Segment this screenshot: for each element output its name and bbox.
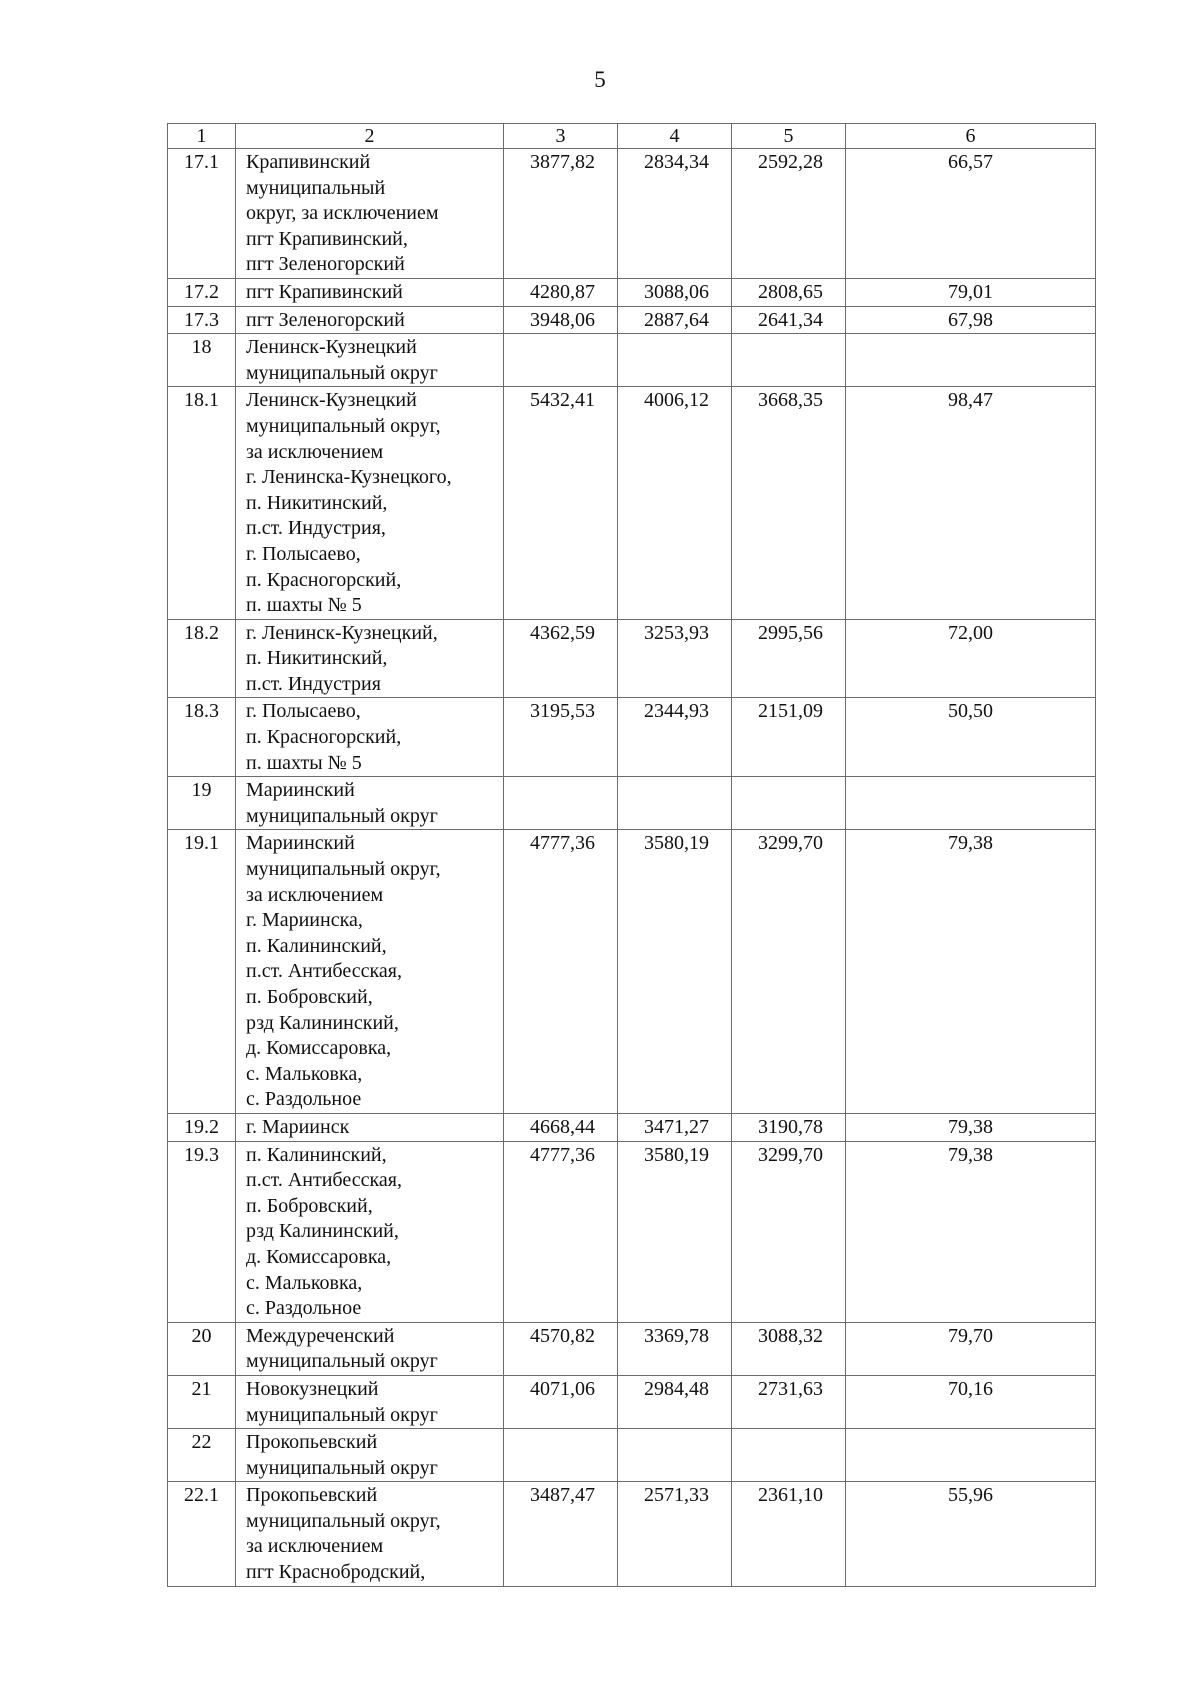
table-row <box>168 278 1096 306</box>
value-cell-5: 2361,10 <box>732 1482 846 1586</box>
value-cell-3: 4280,87 <box>504 278 618 306</box>
header-cell: 6 <box>846 124 1096 149</box>
territory-name-cell: г. Полысаево, п. Красногорский, п. шахты № 5 <box>236 698 504 777</box>
value-cell-5: 2592,28 <box>732 149 846 279</box>
table-row <box>168 1482 1096 1586</box>
value-cell-3: 3877,82 <box>504 149 618 279</box>
row-number-cell: 22.1 <box>168 1482 236 1586</box>
value-cell-6: 55,96 <box>846 1482 1096 1586</box>
value-cell-6 <box>846 777 1096 830</box>
value-cell-4: 3253,93 <box>618 619 732 698</box>
page-number: 5 <box>594 67 606 92</box>
value-cell-6: 50,50 <box>846 698 1096 777</box>
row-number-cell: 19.1 <box>168 830 236 1114</box>
value-cell-4 <box>618 1429 732 1482</box>
value-cell-6: 66,57 <box>846 149 1096 279</box>
value-cell-3 <box>504 1429 618 1482</box>
territory-name-cell: Прокопьевский муниципальный округ, за исключением пгт Краснобродский, <box>236 1482 504 1586</box>
row-number-cell: 22 <box>168 1429 236 1482</box>
table-row <box>168 1113 1096 1141</box>
table-row <box>168 334 1096 387</box>
territory-name-cell: Ленинск-Кузнецкий муниципальный округ <box>236 334 504 387</box>
value-cell-4: 2344,93 <box>618 698 732 777</box>
value-cell-5: 2641,34 <box>732 306 846 334</box>
row-number-cell: 18.2 <box>168 619 236 698</box>
value-cell-6: 79,38 <box>846 1113 1096 1141</box>
value-cell-4: 3580,19 <box>618 830 732 1114</box>
value-cell-3 <box>504 334 618 387</box>
row-number-cell: 17.2 <box>168 278 236 306</box>
header-cell: 2 <box>236 124 504 149</box>
value-cell-4 <box>618 334 732 387</box>
value-cell-5: 2151,09 <box>732 698 846 777</box>
territory-name-cell: г. Мариинск <box>236 1113 504 1141</box>
value-cell-4: 2834,34 <box>618 149 732 279</box>
table-row <box>168 149 1096 279</box>
territory-name-cell: пгт Крапивинский <box>236 278 504 306</box>
value-cell-6: 98,47 <box>846 387 1096 619</box>
value-cell-5: 3088,32 <box>732 1322 846 1375</box>
row-number-cell: 21 <box>168 1375 236 1428</box>
value-cell-6: 70,16 <box>846 1375 1096 1428</box>
row-number-cell: 20 <box>168 1322 236 1375</box>
value-cell-3: 4570,82 <box>504 1322 618 1375</box>
value-cell-3 <box>504 777 618 830</box>
value-cell-6 <box>846 1429 1096 1482</box>
value-cell-3: 5432,41 <box>504 387 618 619</box>
tariff-table <box>167 123 1096 1587</box>
value-cell-4: 3471,27 <box>618 1113 732 1141</box>
value-cell-4: 3369,78 <box>618 1322 732 1375</box>
table-header-row <box>168 124 1096 149</box>
value-cell-5: 3190,78 <box>732 1113 846 1141</box>
value-cell-6 <box>846 334 1096 387</box>
value-cell-5 <box>732 334 846 387</box>
value-cell-6: 67,98 <box>846 306 1096 334</box>
value-cell-6: 79,70 <box>846 1322 1096 1375</box>
territory-name-cell: Крапивинский муниципальный округ, за исключением пгт Крапивинский, пгт Зеленогорский <box>236 149 504 279</box>
value-cell-4: 3088,06 <box>618 278 732 306</box>
value-cell-5: 3299,70 <box>732 830 846 1114</box>
value-cell-3: 3487,47 <box>504 1482 618 1586</box>
territory-name-cell: Междуреченский муниципальный округ <box>236 1322 504 1375</box>
value-cell-6: 79,38 <box>846 830 1096 1114</box>
row-number-cell: 18 <box>168 334 236 387</box>
territory-name-cell: г. Ленинск-Кузнецкий, п. Никитинский, п.ст. Индустрия <box>236 619 504 698</box>
territory-name-cell: Новокузнецкий муниципальный округ <box>236 1375 504 1428</box>
value-cell-3: 3948,06 <box>504 306 618 334</box>
value-cell-5: 3299,70 <box>732 1141 846 1322</box>
value-cell-4: 3580,19 <box>618 1141 732 1322</box>
table-row <box>168 1322 1096 1375</box>
table-row <box>168 777 1096 830</box>
table-row <box>168 1429 1096 1482</box>
value-cell-5: 2808,65 <box>732 278 846 306</box>
value-cell-3: 4668,44 <box>504 1113 618 1141</box>
row-number-cell: 19.3 <box>168 1141 236 1322</box>
value-cell-4: 4006,12 <box>618 387 732 619</box>
table-row <box>168 698 1096 777</box>
table-row <box>168 306 1096 334</box>
territory-name-cell: Прокопьевский муниципальный округ <box>236 1429 504 1482</box>
value-cell-3: 4777,36 <box>504 830 618 1114</box>
row-number-cell: 17.3 <box>168 306 236 334</box>
value-cell-6: 72,00 <box>846 619 1096 698</box>
value-cell-4: 2984,48 <box>618 1375 732 1428</box>
row-number-cell: 17.1 <box>168 149 236 279</box>
row-number-cell: 18.1 <box>168 387 236 619</box>
territory-name-cell: п. Калининский, п.ст. Антибесская, п. Бобровский, рзд Калининский, д. Комиссаровка, с. Мальковка, с. Раздольное <box>236 1141 504 1322</box>
table-row <box>168 1141 1096 1322</box>
territory-name-cell: Мариинский муниципальный округ <box>236 777 504 830</box>
value-cell-5: 3668,35 <box>732 387 846 619</box>
header-cell: 3 <box>504 124 618 149</box>
header-cell: 4 <box>618 124 732 149</box>
territory-name-cell: Ленинск-Кузнецкий муниципальный округ, за исключением г. Ленинска-Кузнецкого, п. Никитинский, п.ст. Индустрия, г. Полысаево, п. Красногорский, п. шахты № 5 <box>236 387 504 619</box>
value-cell-3: 4071,06 <box>504 1375 618 1428</box>
value-cell-3: 4362,59 <box>504 619 618 698</box>
value-cell-3: 3195,53 <box>504 698 618 777</box>
row-number-cell: 19 <box>168 777 236 830</box>
table-row <box>168 619 1096 698</box>
value-cell-6: 79,01 <box>846 278 1096 306</box>
value-cell-4 <box>618 777 732 830</box>
row-number-cell: 19.2 <box>168 1113 236 1141</box>
value-cell-6: 79,38 <box>846 1141 1096 1322</box>
value-cell-5: 2731,63 <box>732 1375 846 1428</box>
table-row <box>168 830 1096 1114</box>
header-cell: 1 <box>168 124 236 149</box>
table-row <box>168 387 1096 619</box>
value-cell-5: 2995,56 <box>732 619 846 698</box>
value-cell-4: 2887,64 <box>618 306 732 334</box>
territory-name-cell: пгт Зеленогорский <box>236 306 504 334</box>
territory-name-cell: Мариинский муниципальный округ, за исключением г. Мариинска, п. Калининский, п.ст. Антибесская, п. Бобровский, рзд Калининский, д. Комиссаровка, с. Мальковка, с. Раздольное <box>236 830 504 1114</box>
value-cell-4: 2571,33 <box>618 1482 732 1586</box>
value-cell-5 <box>732 777 846 830</box>
row-number-cell: 18.3 <box>168 698 236 777</box>
table-row <box>168 1375 1096 1428</box>
header-cell: 5 <box>732 124 846 149</box>
value-cell-3: 4777,36 <box>504 1141 618 1322</box>
value-cell-5 <box>732 1429 846 1482</box>
